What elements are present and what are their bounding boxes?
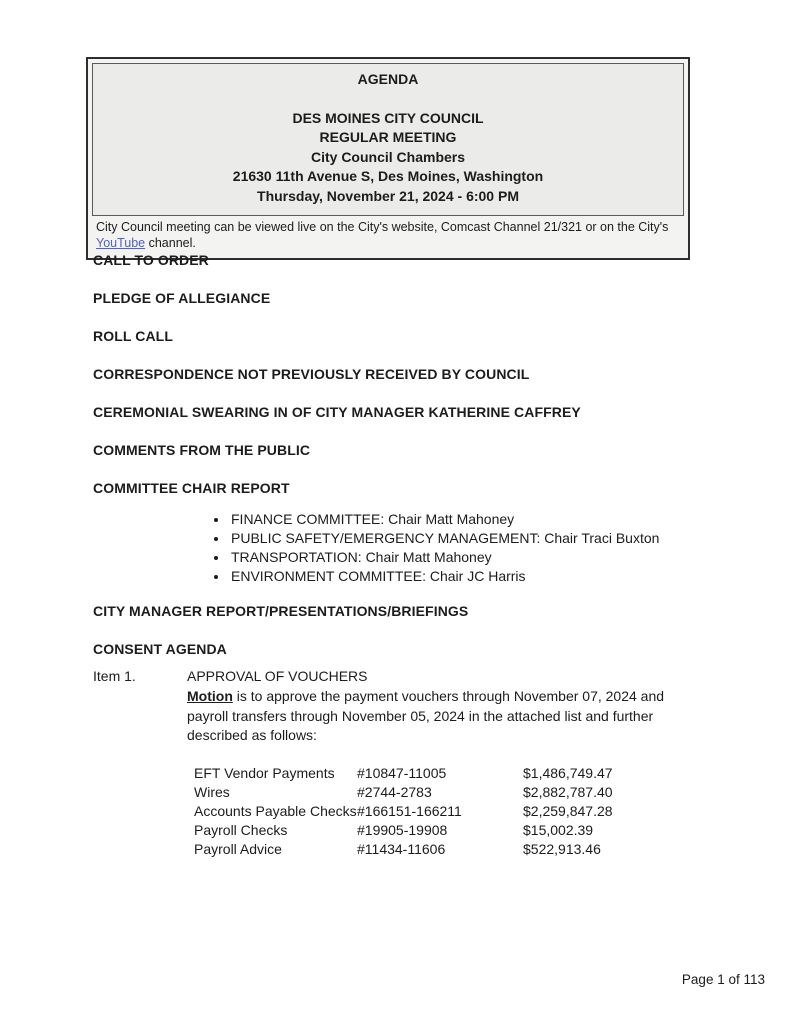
agenda-item-1 [93, 668, 700, 859]
section-consent-agenda: CONSENT AGENDA [93, 641, 227, 657]
agenda-item-number: Item 1. [93, 668, 136, 684]
meeting-address: 21630 11th Avenue S, Des Moines, Washington [232, 168, 544, 184]
section-comments-from-public: COMMENTS FROM THE PUBLIC [93, 442, 311, 458]
meeting-datetime: Thursday, November 21, 2024 - 6:00 PM [257, 187, 519, 204]
voucher-range: #166151-166211 [357, 802, 462, 819]
list-item: • ENVIRONMENT COMMITTEE: Chair JC Harris [229, 567, 674, 586]
table-row [194, 821, 673, 840]
meeting-type: REGULAR MEETING [319, 129, 457, 145]
section-correspondence: CORRESPONDENCE NOT PREVIOUSLY RECEIVED BY COUNCIL [93, 366, 530, 382]
section-roll-call: ROLL CALL [93, 328, 173, 344]
agenda-body [93, 252, 700, 859]
voucher-amount: $15,002.39 [523, 821, 594, 838]
voucher-range: #10847-11005 [357, 764, 447, 781]
section-ceremonial-swearing-in: CEREMONIAL SWEARING IN OF CITY MANAGER KATHERINE CAFFREY [93, 404, 581, 420]
org-name: DES MOINES CITY COUNCIL [292, 109, 484, 126]
section-committee-chair-report: COMMITTEE CHAIR REPORT [93, 480, 290, 496]
section-pledge-of-allegiance: PLEDGE OF ALLEGIANCE [93, 290, 271, 306]
table-row [194, 840, 673, 859]
voucher-label: Wires [194, 783, 230, 800]
voucher-label: EFT Vendor Payments [194, 764, 335, 781]
voucher-range: #19905-19908 [357, 821, 448, 838]
voucher-range: #11434-11606 [357, 840, 446, 857]
voucher-label: Payroll Checks [194, 821, 288, 838]
page-number: Page 1 of 113 [681, 972, 765, 987]
viewing-note-text-before: City Council meeting can be viewed live on the City's website, Comcast Channel 21/321 or on the City's [96, 220, 669, 234]
motion-paragraph [187, 687, 677, 746]
motion-text: is to approve the payment vouchers through November 07, 2024 and payroll transfers through November 05, 2024 in the attached list and further described as follows: [187, 688, 665, 743]
agenda-header-inner-box [92, 63, 684, 216]
agenda-title: AGENDA [357, 71, 419, 87]
agenda-header-box [86, 57, 690, 260]
voucher-amount: $2,259,847.28 [523, 802, 613, 819]
agenda-item-title: APPROVAL OF VOUCHERS [187, 668, 368, 684]
youtube-link[interactable]: YouTube [96, 235, 146, 250]
voucher-range: #2744-2783 [357, 783, 432, 800]
voucher-label: Accounts Payable Checks [194, 802, 357, 819]
viewing-note-text-after: channel. [145, 235, 196, 250]
voucher-amount: $2,882,787.40 [523, 783, 613, 800]
voucher-amount: $1,486,749.47 [523, 764, 613, 781]
list-item: • FINANCE COMMITTEE: Chair Matt Mahoney [229, 510, 674, 529]
list-item: • TRANSPORTATION: Chair Matt Mahoney [229, 548, 674, 567]
voucher-table [194, 764, 673, 859]
table-row [194, 783, 673, 802]
agenda-item-content [187, 668, 687, 859]
committee-bullet-list [93, 510, 700, 586]
voucher-amount: $522,913.46 [523, 840, 601, 857]
section-call-to-order: CALL TO ORDER [93, 252, 209, 268]
section-city-manager-report: CITY MANAGER REPORT/PRESENTATIONS/BRIEFINGS [93, 603, 469, 619]
voucher-label: Payroll Advice [194, 840, 282, 857]
table-row [194, 802, 673, 821]
table-row [194, 764, 673, 783]
list-item: • PUBLIC SAFETY/EMERGENCY MANAGEMENT: Chair Traci Buxton [229, 529, 674, 548]
motion-word: Motion [187, 688, 233, 704]
meeting-location: City Council Chambers [310, 148, 466, 165]
